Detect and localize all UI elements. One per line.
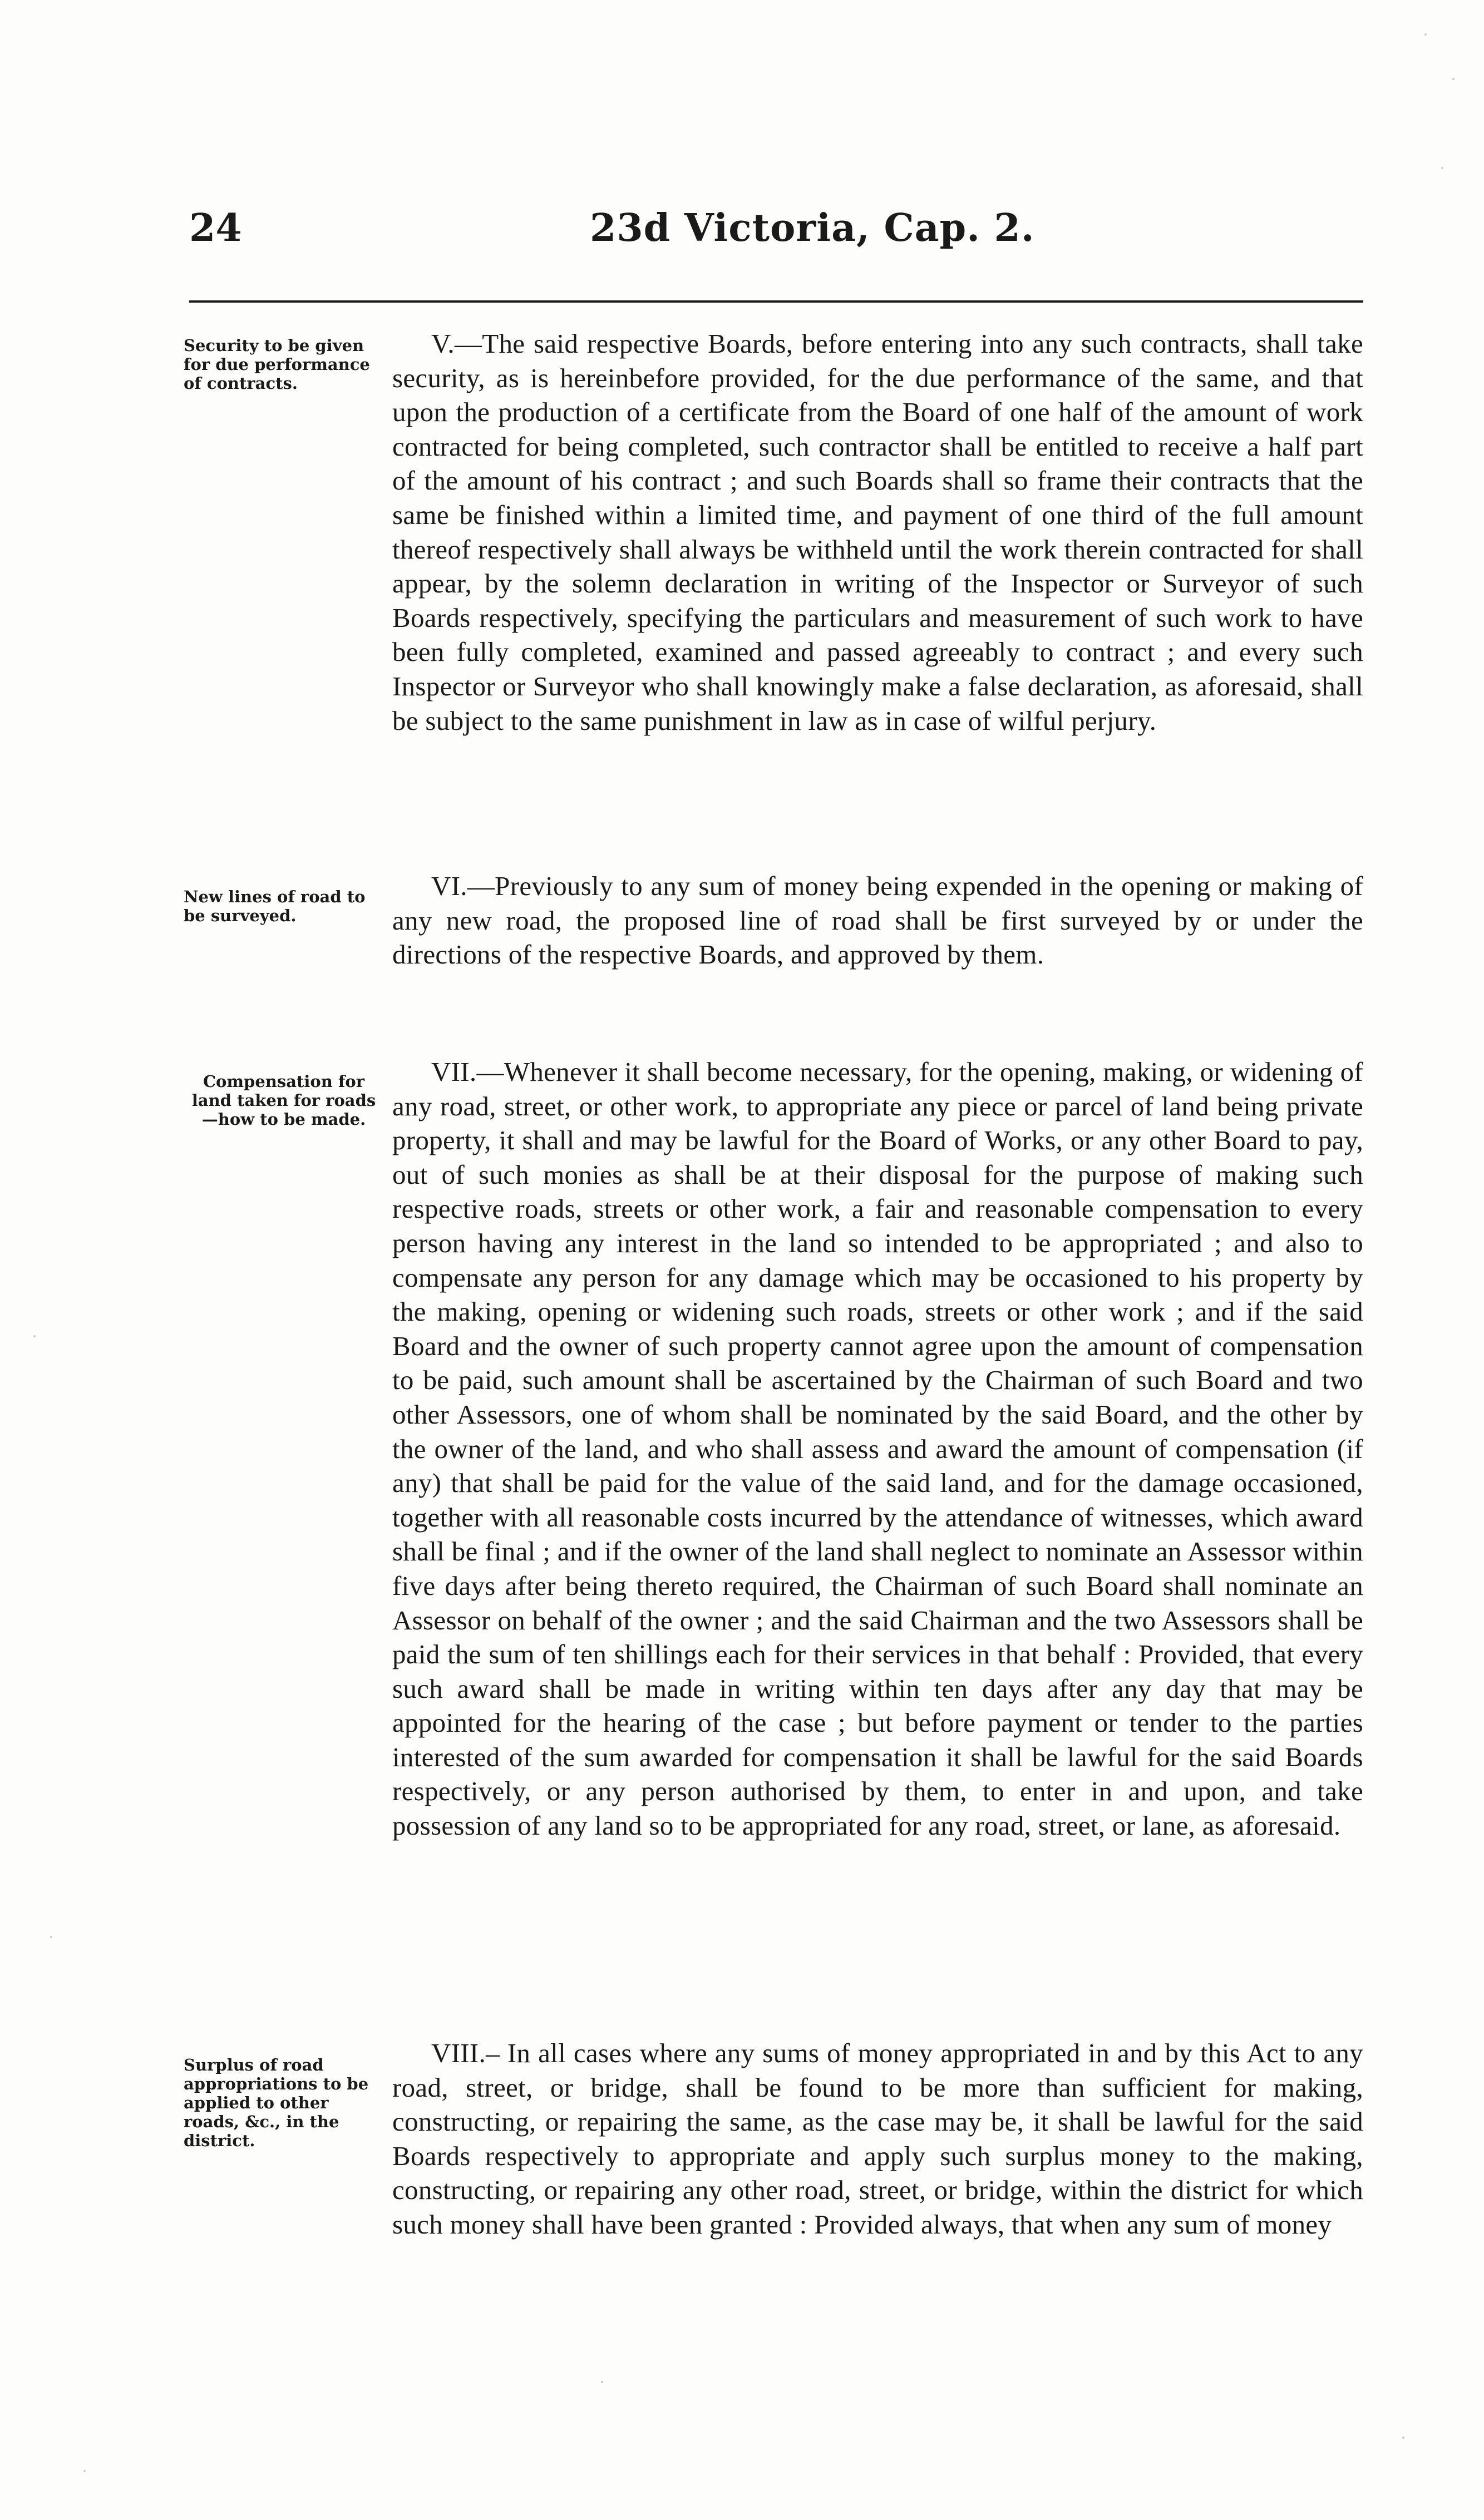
paper-speck (50, 1936, 52, 1938)
page-header (189, 206, 1363, 267)
sidenote-section-7: Compensation for land taken for roads —how to be made. (191, 1072, 376, 1129)
section-8-number: VIII. (431, 2038, 486, 2068)
section-5-number: V. (431, 328, 455, 359)
paper-speck (1452, 78, 1455, 80)
header-rule (189, 300, 1363, 303)
sidenote-section-8: Surplus of road appropriations to be applied to other roads, &c., in the district. (184, 2055, 369, 2150)
paper-speck (1424, 33, 1427, 36)
section-7-text (392, 1055, 1363, 1843)
section-7-body: —Whenever it shall become necessary, for the opening, making, or widening of any road, street, or other work, to appropriate any piece or parcel of land being private property, it shall and may be lawful for the Board of Works, or any other Board to pay, out of such monies as shall be at their disposal for the purpose of making such respective roads, streets or other work, a fair and reasonable compensation to every person having any interest in the land so intended to be appropriated ; and also to compensate any person for any damage which may be occasioned to his property by the making, opening or widening such roads, streets or other work ; and if the said Board and the owner of such property cannot agree upon the amount of compensation to be paid, such amount shall be ascertained by the Chairman of such Board and two other Assessors, one of whom shall be nominated by the said Board, and the other by the owner of the land, and who shall assess and award the amount of compensation (if any) that shall be paid for the value of the said land, and for the damage occasioned, together with all reasonable costs incurred by the attendance of witnesses, which award shall be final ; and if the owner of the land shall neglect to nominate an Assessor within five days after being thereto required, the Chairman of such Board shall nominate an Assessor on behalf of the owner ; and the said Chairman and the two Assessors shall be paid the sum of ten shillings each for their services in that behalf : Provided, that every such award shall be made in writing within ten days after any day that may be appointed for the hearing of the case ; but before payment or tender to the parties interested of the sum awarded for compensation it shall be lawful for the said Boards respectively, or any person authorised by them, to enter in and upon, and take possession of any land so to be appropriated for any road, street, or lane, as aforesaid. (392, 1056, 1363, 1841)
sidenote-section-6: New lines of road to be surveyed. (184, 887, 366, 925)
section-6-body: —Previously to any sum of money being expended in the opening or making of any new road, the proposed line of road shall be first surveyed by or under the directions of the respective Boards, and approved by them. (392, 871, 1363, 970)
sidenote-section-5: Security to be given for due performance of contracts. (184, 336, 370, 393)
paper-speck (1441, 167, 1443, 169)
section-5-text (392, 327, 1363, 738)
page-number: 24 (189, 206, 242, 250)
paper-speck (33, 1335, 36, 1337)
section-6-number: VI. (431, 871, 467, 901)
section-8-text (392, 2036, 1363, 2242)
section-7-number: VII. (431, 1056, 477, 1087)
paper-speck (1402, 2437, 1404, 2439)
section-5-body: —The said respective Boards, before entering into any such contracts, shall take security, as is hereinbefore provided, for the due performance of the same, and that upon the production of a certificate from the Board of one half of the amount of work contracted for being completed, such contractor shall be entitled to receive a half part of the amount of his contract ; and such Boards shall so frame their contracts that the same be finished within a limited time, and payment of one third of the full amount thereof respectively shall always be withheld until the work therein contracted for shall appear, by the solemn declaration in writing of the Inspector or Surveyor of such Boards respectively, specifying the particulars and measurement of such work to have been fully completed, examined and passed agreeably to contract ; and every such Inspector or Surveyor who shall knowingly make a false declaration, as aforesaid, shall be subject to the same punishment in law as in case of wilful perjury. (392, 328, 1363, 736)
paper-speck (601, 2381, 603, 2383)
paper-speck (83, 2470, 86, 2472)
section-8-body: – In all cases where any sums of money appropriated in and by this Act to any road, street, or bridge, shall be found to be more than sufficient for making, constructing, or repairing the same, as the case may be, it shall be lawful for the said Boards respectively to appropriate and apply such surplus money to the making, constructing, or repairing any other road, street, or bridge, within the district for which such money shall have been granted : Provided always, that when any sum of money (392, 2038, 1363, 2240)
running-title: 23d Victoria, Cap. 2. (590, 206, 1035, 250)
section-6-text (392, 869, 1363, 972)
